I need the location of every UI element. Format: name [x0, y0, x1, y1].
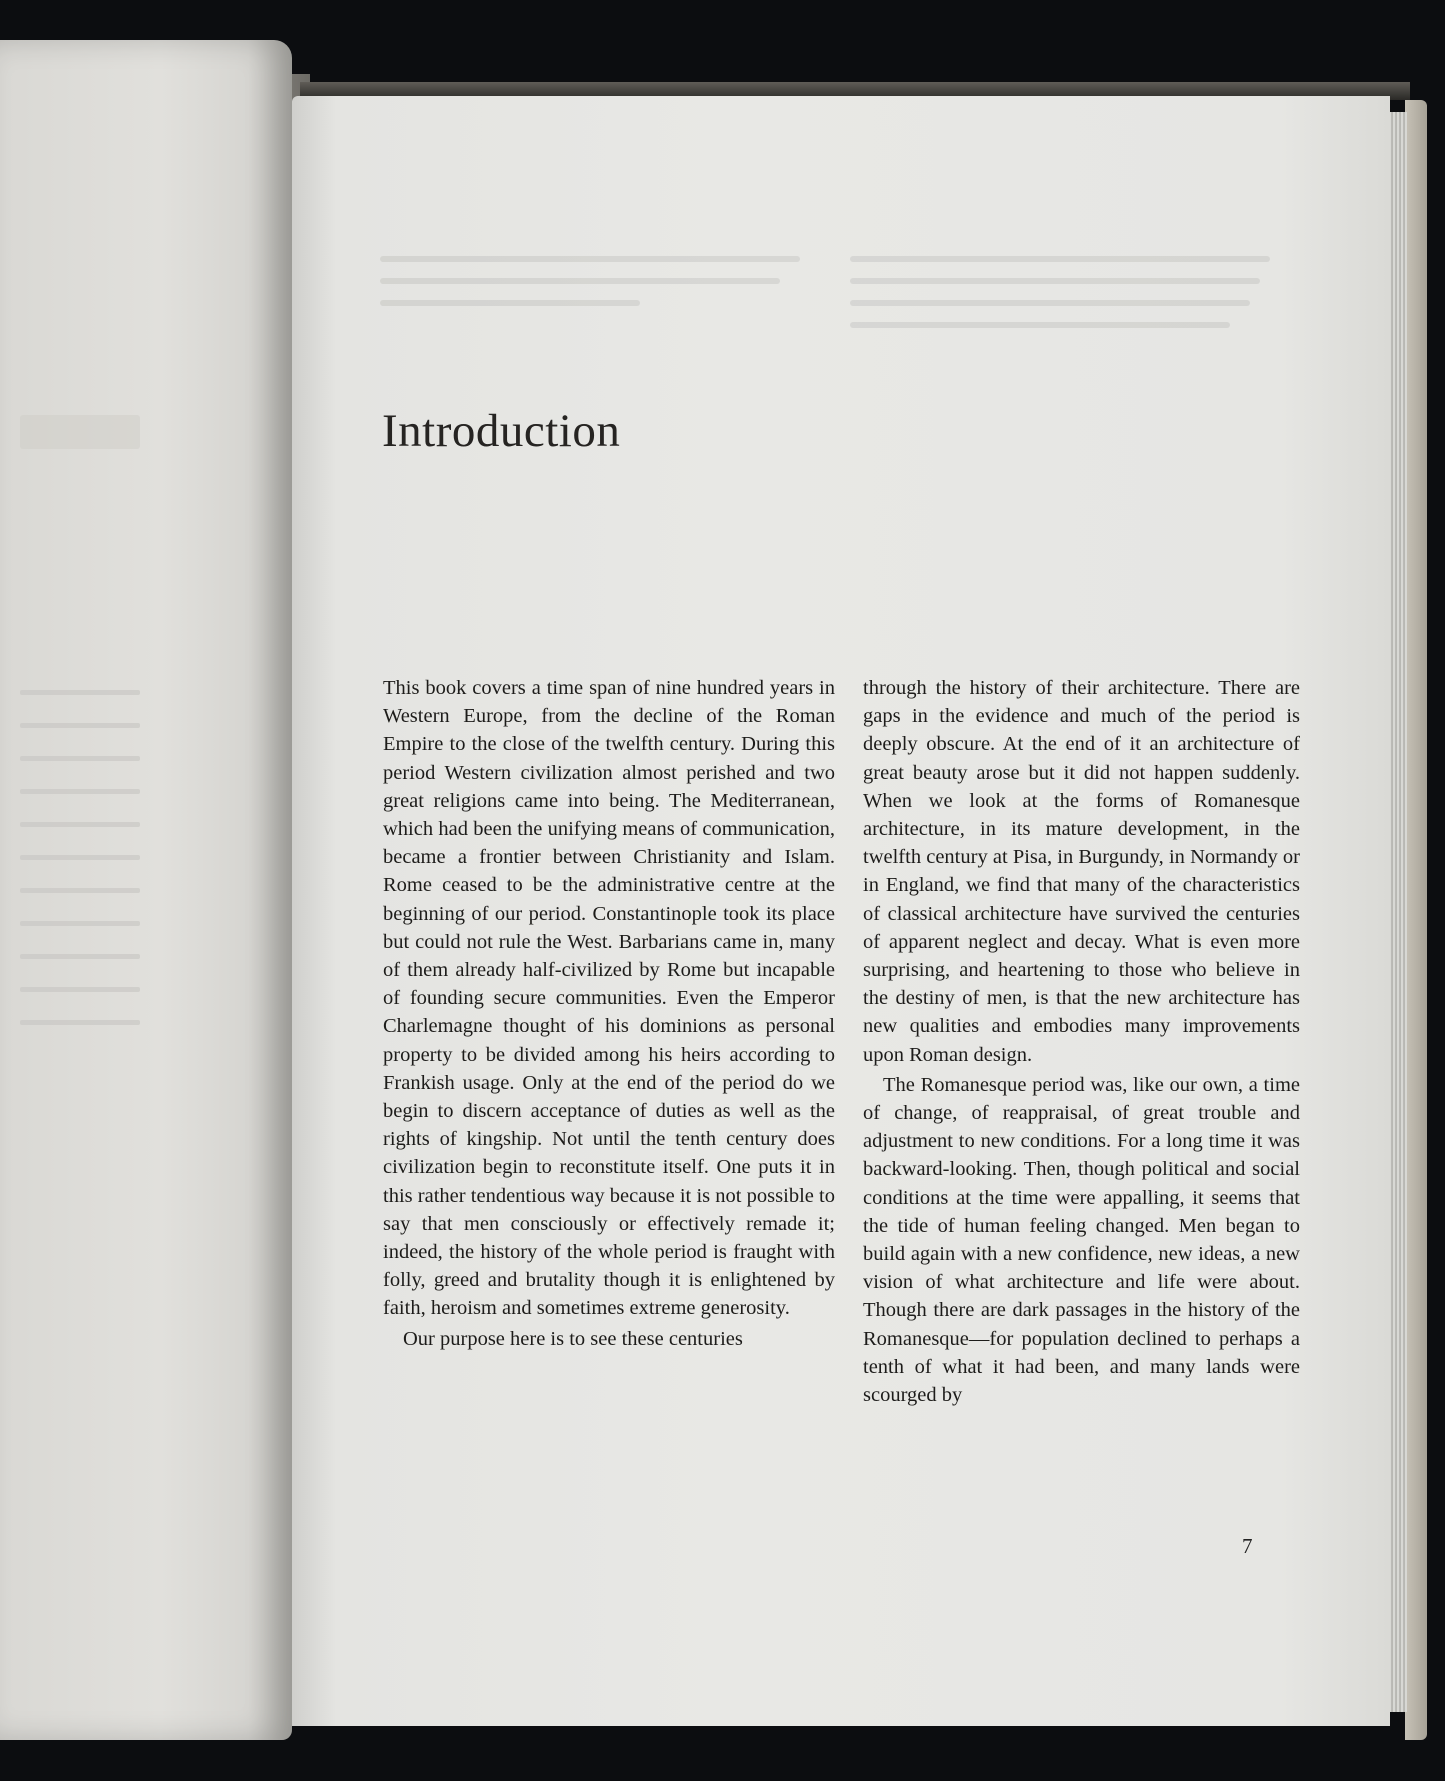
- show-through-lines: [20, 690, 140, 1053]
- chapter-title: Introduction: [382, 405, 621, 457]
- page-number: 7: [1242, 1534, 1253, 1558]
- book-back-cover: [1405, 100, 1427, 1740]
- left-page: [0, 40, 292, 1740]
- paragraph: This book covers a time span of nine hundred years in Western Europe, from the decline of the Roman Empire to the close of the twelfth century. During this period Western civilization almost perished and two great religions came into being. The Mediterranean, which had been the unifying means of communication, became a frontier between Christianity and Islam. Rome ceased to be the administrative centre at the beginning of our period. Constantinople took its place but could not rule the West. Barbarians came in, many of them already half-civilized by Rome but incapable of founding secure communities. Even the Emperor Charlemagne thought of his dominions as personal property to be divided among his heirs according to Frankish usage. Only at the end of the period do we begin to discern acceptance of duties as well as the rights of kingship. Not until the tenth century does civilization begin to reconstitute itself. One puts it in this rather tendentious way because it is not possible to say that men consciously or effectively remade it; indeed, the history of the whole period is fraught with folly, greed and brutality though it is enlightened by faith, heroism and sometimes extreme generosity.: [383, 677, 835, 1320]
- text-column-right: [863, 674, 1300, 1409]
- paragraph: Our purpose here is to see these centuries: [403, 1327, 743, 1350]
- paragraph: through the history of their architecture. There are gaps in the evidence and much of the period is deeply obscure. At the end of it an architecture of great beauty arose but it did not happen suddenly. When we look at the forms of Romanesque architecture, in its mature development, in the twelfth century at Pisa, in Burgundy, in Normandy or in England, we find that many of the characteristics of classical architecture have survived the centuries of apparent neglect and decay. What is even more surprising, and heartening to those who believe in the destiny of men, is that the new architecture has new qualities and embodies many improvements upon Roman design.: [863, 677, 1300, 1066]
- text-column-left: [383, 674, 835, 1353]
- show-through-heading: [20, 415, 140, 449]
- paragraph: The Romanesque period was, like our own, a time of change, of reappraisal, of great trouble and adjustment to new conditions. For a long time it was backward-looking. Then, though political and social conditions at the time were appalling, it seems that the tide of human feeling changed. Men began to build again with a new confidence, new ideas, a new vision of what architecture and life were about. Though there are dark passages in the history of the Romanesque—for population declined to perhaps a tenth of what it had been, and many lands were scourged by: [863, 1073, 1300, 1407]
- show-through-text: [380, 248, 1320, 358]
